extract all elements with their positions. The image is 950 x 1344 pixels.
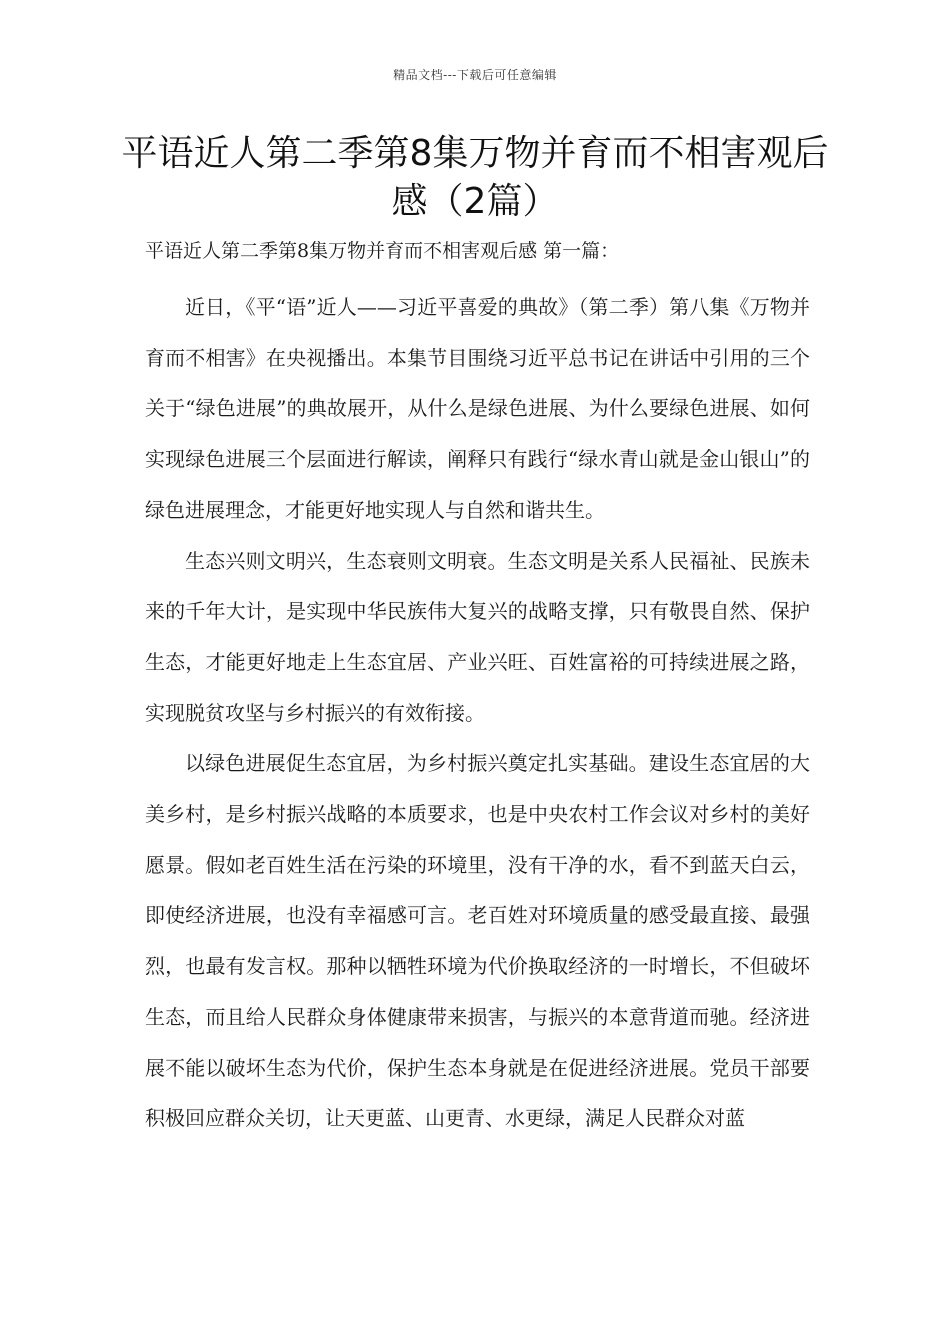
paragraph: 生态兴则文明兴，生态衰则文明衰。生态文明是关系人民福祉、民族未来的千年大计，是实现中华民族伟大复兴的战略支撑，只有敬畏自然、保护生态，才能更好地走上生态宜居、产业兴旺、百姓富裕的可持续进展之路，实现脱贫攻坚与乡村振兴的有效衔接。: [145, 548, 810, 725]
paragraph: 近日，《平“语”近人——习近平喜爱的典故》（第二季）第八集《万物并育而不相害》在央视播出。本集节目围绕习近平总书记在讲话中引用的三个关于“绿色进展”的典故展开，从什么是绿色进展、为什么要绿色进展、如何实现绿色进展三个层面进行解读，阐释只有践行“绿水青山就是金山银山”的绿色进展理念，才能更好地实现人与自然和谐共生。: [145, 295, 810, 522]
header-note: 精品文档---下载后可任意编辑: [393, 68, 557, 82]
document-title: 平语近人第二季第8集万物并育而不相害观后感（2篇）: [121, 133, 829, 222]
document-body: [145, 282, 810, 1144]
paragraph: 以绿色进展促生态宜居，为乡村振兴奠定扎实基础。建设生态宜居的大美乡村，是乡村振兴战略的本质要求，也是中央农村工作会议对乡村的美好愿景。假如老百姓生活在污染的环境里，没有干净的水，看不到蓝天白云，即使经济进展，也没有幸福感可言。老百姓对环境质量的感受最直接、最强烈，也最有发言权。那种以牺牲环境为代价换取经济的一时增长，不但破坏生态，而且给人民群众身体健康带来损害，与振兴的本意背道而驰。经济进展不能以破坏生态为代价，保护生态本身就是在促进经济进展。党员干部要积极回应群众关切，让天更蓝、山更青、水更绿，满足人民群众对蓝: [145, 751, 810, 1131]
section-heading: 平语近人第二季第8集万物并育而不相害观后感 第一篇：: [145, 240, 620, 262]
